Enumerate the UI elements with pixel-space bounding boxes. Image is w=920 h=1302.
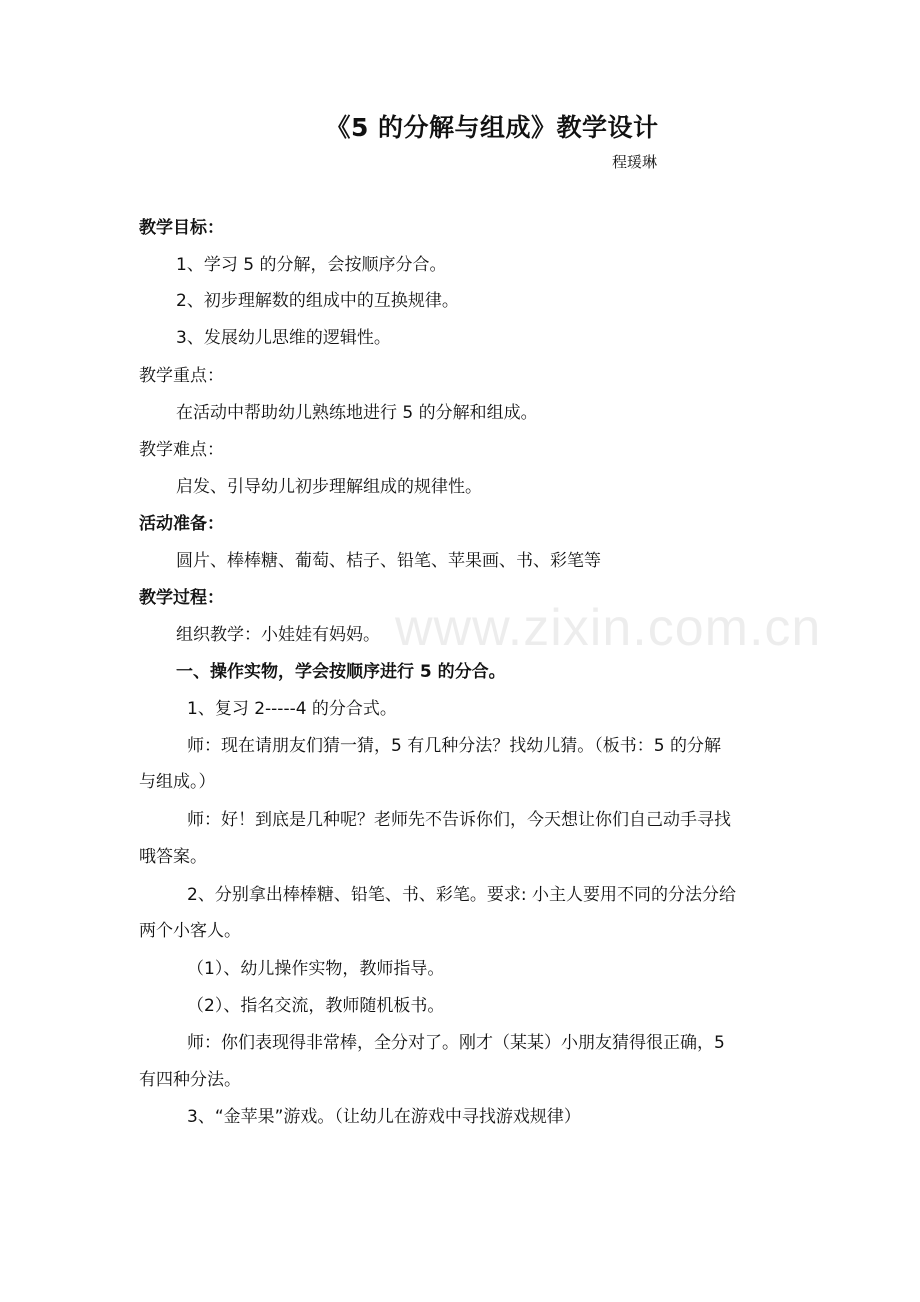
- document-author: 程瑗琳: [612, 153, 658, 171]
- difficulty-heading: 教学难点：: [139, 440, 224, 460]
- prep-heading: 活动准备：: [139, 514, 224, 534]
- part1-heading: 一、操作实物，学会按顺序进行 5 的分合。: [176, 662, 506, 682]
- step3-text: 3、“金苹果”游戏。（让幼儿在游戏中寻找游戏规律）: [187, 1107, 581, 1127]
- teacher1-line-a: 师：现在请朋友们猜一猜，5 有几种分法？找幼儿猜。（板书：5 的分解: [187, 736, 721, 756]
- sub1-text: （1）、幼儿操作实物，教师指导。: [187, 959, 445, 979]
- teacher3-line-b: 有四种分法。: [139, 1070, 241, 1090]
- key-heading: 教学重点：: [139, 366, 224, 386]
- prep-text: 圆片、棒棒糖、葡萄、桔子、铅笔、苹果画、书、彩笔等: [176, 551, 601, 571]
- sub2-text: （2）、指名交流，教师随机板书。: [187, 996, 445, 1016]
- key-text: 在活动中帮助幼儿熟练地进行 5 的分解和组成。: [176, 403, 538, 423]
- goal-3: 3、发展幼儿思维的逻辑性。: [176, 328, 391, 348]
- step2-line-b: 两个小客人。: [139, 921, 241, 941]
- watermark: www.zixin.com.cn: [395, 599, 822, 657]
- goal-1: 1、学习 5 的分解，会按顺序分合。: [176, 255, 447, 275]
- difficulty-text: 启发、引导幼儿初步理解组成的规律性。: [176, 477, 482, 497]
- step1-text: 1、复习 2-----4 的分合式。: [187, 699, 397, 719]
- goal-2: 2、初步理解数的组成中的互换规律。: [176, 291, 459, 311]
- process-heading: 教学过程：: [139, 588, 224, 608]
- teacher1-line-b: 与组成。）: [139, 772, 216, 792]
- teacher2-line-b: 哦答案。: [139, 847, 207, 867]
- goals-heading: 教学目标：: [139, 218, 224, 238]
- teacher2-line-a: 师：好！到底是几种呢？老师先不告诉你们，今天想让你们自己动手寻找: [187, 810, 731, 830]
- step2-line-a: 2、分别拿出棒棒糖、铅笔、书、彩笔。要求: 小主人要用不同的分法分给: [187, 885, 736, 905]
- organize-text: 组织教学：小娃娃有妈妈。: [176, 625, 380, 645]
- teacher3-line-a: 师：你们表现得非常棒，全分对了。刚才（某某）小朋友猜得很正确，5: [187, 1033, 725, 1053]
- document-title: 《5 的分解与组成》教学设计: [325, 113, 659, 142]
